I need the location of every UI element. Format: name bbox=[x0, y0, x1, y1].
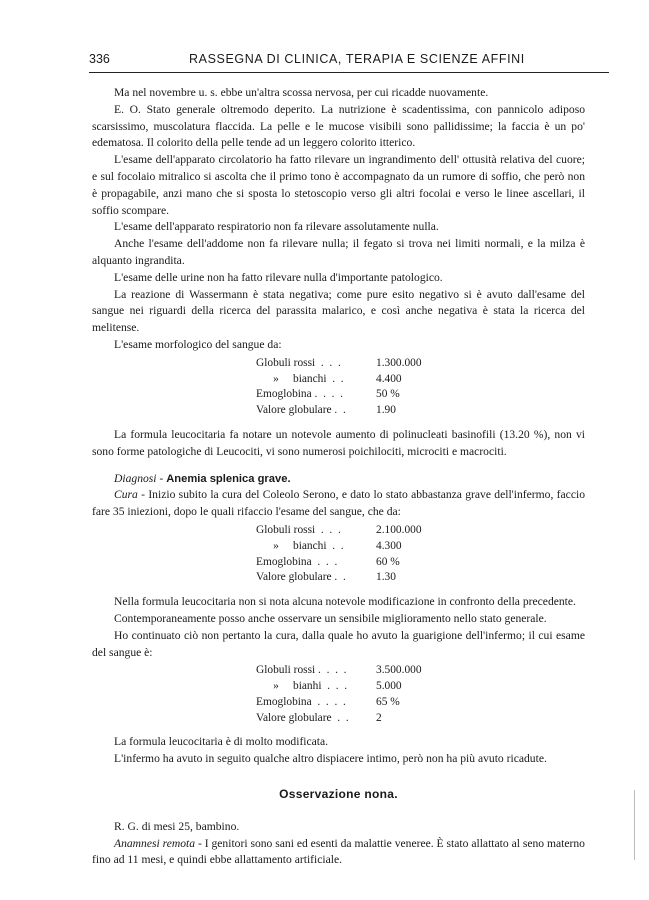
header-rule bbox=[89, 72, 609, 73]
row-value: 5.000 bbox=[376, 680, 402, 693]
table-row bbox=[256, 539, 585, 555]
row-value: 65 % bbox=[376, 695, 400, 708]
diagnosis-line bbox=[92, 471, 585, 488]
paragraph: La formula leucocitaria è di molto modificata. bbox=[114, 735, 329, 749]
running-header bbox=[89, 52, 609, 70]
table-row bbox=[256, 679, 585, 695]
row-label: » bianhi . . . bbox=[256, 680, 348, 693]
paragraph: Nella formula leucocitaria non si nota alcuna notevole modificazione in confronto della precedente. bbox=[114, 595, 576, 609]
row-label: Valore globulare . . bbox=[256, 711, 349, 724]
table-row bbox=[256, 555, 585, 571]
row-label: Valore globulare . . bbox=[256, 404, 346, 417]
row-value: 50 % bbox=[376, 388, 400, 401]
diagnosis-label: Diagnosi bbox=[114, 471, 157, 485]
row-label: Globuli rossi . . . bbox=[256, 356, 341, 369]
table-row bbox=[256, 387, 585, 403]
table-row bbox=[256, 403, 585, 419]
row-label: Emoglobina . . . . bbox=[256, 695, 346, 708]
page-number: 336 bbox=[89, 52, 110, 66]
blood-table-3 bbox=[256, 663, 585, 726]
paragraph: Ho continuato ciò non pertanto la cura, dalla quale ho avuto la guarigione dell'infermo; il cui esame del sangue è: bbox=[92, 628, 585, 659]
treatment-paragraph bbox=[92, 487, 585, 521]
paragraph: E. O. Stato generale oltremodo deperito. La nutrizione è scadentissima, con pannicolo adiposo scarsissimo, muscolatura flaccida. La pelle e le mucose visibili sono pallidissime; la faccia è un po' edematosa. Il colorito della pelle tende ad un leggero colorito itterico. bbox=[92, 102, 585, 150]
margin-line bbox=[634, 790, 635, 860]
table-row bbox=[256, 356, 585, 372]
table-row bbox=[256, 695, 585, 711]
row-value: 4.300 bbox=[376, 539, 402, 552]
anamnesis-text: - I genitori sono sani ed esenti da malattie veneree. È stato allattato al seno materno fino ad 11 mesi, e quindi ebbe allattamento artificiale. bbox=[92, 836, 585, 867]
row-value: 60 % bbox=[376, 555, 400, 568]
running-title: RASSEGNA DI CLINICA, TERAPIA E SCIENZE AFFINI bbox=[189, 52, 525, 66]
row-label: Globuli rossi . . . . bbox=[256, 664, 347, 677]
row-value: 4.400 bbox=[376, 372, 402, 385]
blood-table-2 bbox=[256, 523, 585, 586]
row-value: 2.100.000 bbox=[376, 523, 422, 536]
table-row bbox=[256, 372, 585, 388]
paragraph: La formula leucocitaria fa notare un notevole aumento di polinucleati basinofili (13.20 %), non vi sono forme patologiche di Leucociti, vi sono numerosi poichilociti, microciti e macrociti. bbox=[92, 427, 585, 458]
table-row bbox=[256, 663, 585, 679]
anamnesis-label: Anamnesi remota bbox=[114, 836, 196, 850]
row-value: 3.500.000 bbox=[376, 664, 422, 677]
anamnesis-paragraph bbox=[92, 836, 585, 870]
case-intro: R. G. di mesi 25, bambino. bbox=[114, 819, 240, 833]
treatment-text: - Inizio subito la cura del Coleolo Serono, e dato lo stato abbastanza grave dell'infermo, faccio fare 35 iniezioni, dopo le quali rifaccio l'esame del sangue, che da: bbox=[92, 488, 585, 519]
row-value: 2 bbox=[376, 711, 382, 724]
row-label: Globuli rossi . . . bbox=[256, 523, 341, 536]
row-value: 1.90 bbox=[376, 404, 396, 417]
treatment-label: Cura bbox=[114, 488, 138, 502]
paragraph: La reazione di Wassermann è stata negativa; come pure esito negativo si è avuto dall'esame del sangue nei riguardi della ricerca del parassita malarico, e così anche negativa è stata la ricerca del melitense. bbox=[92, 287, 585, 335]
row-label: Emoglobina . . . bbox=[256, 555, 338, 568]
section-title: Osservazione nona. bbox=[279, 787, 398, 802]
row-value: 1.30 bbox=[376, 571, 396, 584]
diagnosis-separator: - bbox=[156, 471, 167, 485]
table-row bbox=[256, 570, 585, 586]
paragraph: L'esame dell'apparato respiratorio non fa rilevare assolutamente nulla. bbox=[114, 220, 439, 234]
table-row bbox=[256, 523, 585, 539]
row-label: » bianchi . . bbox=[256, 372, 344, 385]
row-label: » bianchi . . bbox=[256, 539, 344, 552]
row-label: Valore globulare . . bbox=[256, 571, 346, 584]
table-row bbox=[256, 711, 585, 727]
row-value: 1.300.000 bbox=[376, 356, 422, 369]
paragraph: L'infermo ha avuto in seguito qualche altro dispiacere intimo, però non ha più avuto ricadute. bbox=[114, 752, 547, 766]
paragraph: Ma nel novembre u. s. ebbe un'altra scossa nervosa, per cui ricadde nuovamente. bbox=[114, 86, 489, 99]
blood-table-1 bbox=[256, 356, 585, 419]
diagnosis-value: Anemia splenica grave. bbox=[166, 472, 291, 485]
row-label: Emoglobina . . . . bbox=[256, 388, 344, 401]
paragraph: L'esame dell'apparato circolatorio ha fatto rilevare un ingrandimento dell' ottusità relativa del cuore; e sul focolaio mitralico si ascolta che il primo tono è accompagnato da un rumore di soffio, che però non è propagabile, anzi mano che si sposta lo stetoscopio verso gli altri focolai e verso le linee ascellari, il soffio scompare. bbox=[92, 153, 585, 217]
paragraph: L'esame morfologico del sangue da: bbox=[114, 337, 282, 351]
paragraph: Contemporaneamente posso anche osservare un sensibile miglioramento nello stato generale. bbox=[114, 611, 547, 625]
paragraph: Anche l'esame dell'addome non fa rilevare nulla; il fegato si trova nei limiti normali, e la milza è alquanto ingrandita. bbox=[92, 237, 585, 267]
paragraph: L'esame delle urine non ha fatto rilevare nulla d'importante patologico. bbox=[114, 270, 443, 284]
article-body bbox=[92, 85, 585, 869]
